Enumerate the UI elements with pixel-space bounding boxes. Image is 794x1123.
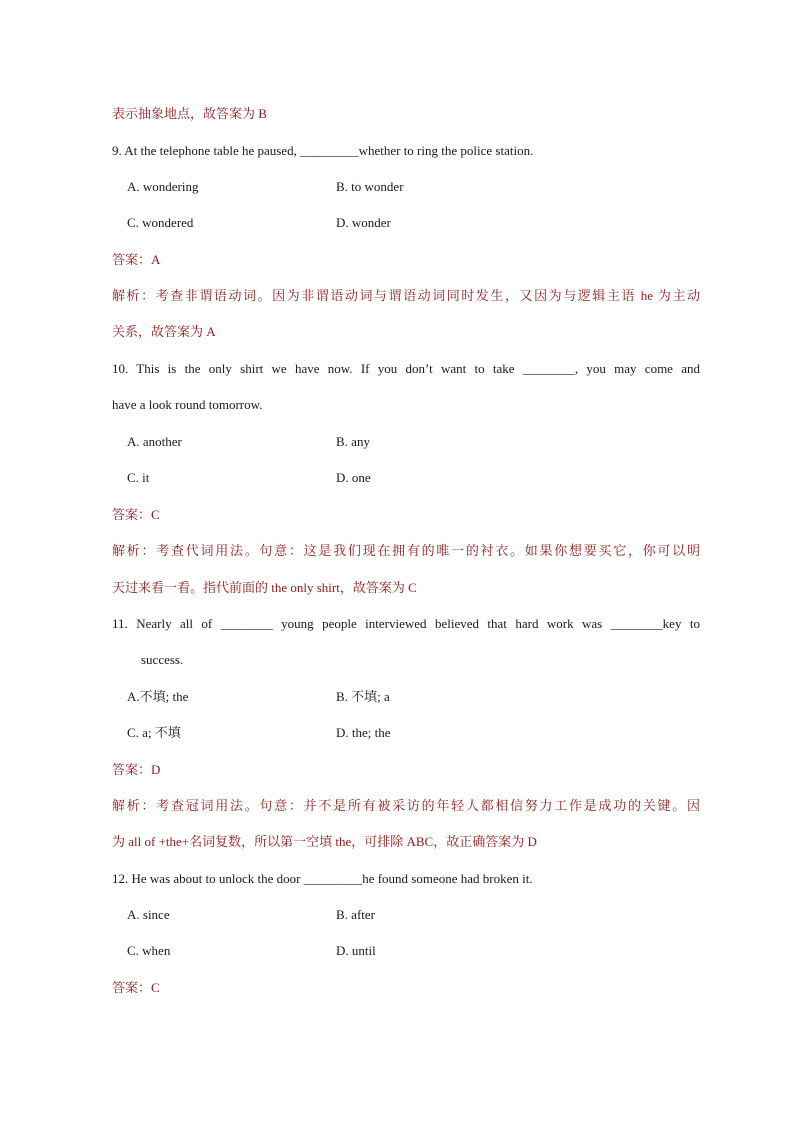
- question-12-option-b: B. after: [336, 907, 375, 922]
- question-12-option-a: A. since: [127, 907, 170, 922]
- question-11-stem: 11. Nearly all of ________ young people interviewed believed that hard work was ________key to: [112, 616, 700, 631]
- question-10-option-d: D. one: [336, 470, 371, 485]
- question-10-answer: 答案：C: [112, 507, 160, 522]
- question-11-option-a: A.不填; the: [127, 689, 189, 704]
- question-12-option-c: C. when: [127, 943, 171, 958]
- question-10-option-b: B. any: [336, 434, 370, 449]
- question-12-stem: 12. He was about to unlock the door _________he found someone had broken it.: [112, 871, 533, 886]
- question-10-explanation-line1: 解析：考查代词用法。句意：这是我们现在拥有的唯一的衬衣。如果你想要买它，你可以明: [112, 543, 700, 558]
- question-11-explanation-line2: 为 all of +the+名词复数，所以第一空填 the，可排除 ABC，故正确答案为 D: [112, 834, 537, 849]
- question-11-explanation-line1: 解析：考查冠词用法。句意：并不是所有被采访的年轻人都相信努力工作是成功的关键。因: [112, 798, 700, 813]
- question-9-option-a: A. wondering: [127, 179, 199, 194]
- question-9-option-c: C. wondered: [127, 215, 194, 230]
- question-11-answer: 答案：D: [112, 762, 161, 777]
- question-11-option-c: C. a; 不填: [127, 725, 181, 740]
- question-9-answer: 答案：A: [112, 252, 161, 267]
- question-9-option-d: D. wonder: [336, 215, 391, 230]
- prev-explanation-tail: 表示抽象地点，故答案为 B: [112, 106, 267, 121]
- question-9-explanation-line2: 关系，故答案为 A: [112, 324, 216, 339]
- question-12-answer: 答案：C: [112, 980, 160, 995]
- question-10-option-a: A. another: [127, 434, 182, 449]
- question-10-stem-continued: have a look round tomorrow.: [112, 397, 263, 412]
- question-12-option-d: D. until: [336, 943, 376, 958]
- question-10-stem: 10. This is the only shirt we have now. If you don’t want to take ________, you may come and: [112, 361, 700, 376]
- question-10-option-c: C. it: [127, 470, 150, 485]
- question-10-explanation-line2: 天过来看一看。指代前面的 the only shirt，故答案为 C: [112, 580, 417, 595]
- question-11-option-b: B. 不填; a: [336, 689, 390, 704]
- question-11-stem-continued: success.: [141, 652, 184, 667]
- question-9-stem: 9. At the telephone table he paused, _________whether to ring the police station.: [112, 143, 534, 158]
- question-11-option-d: D. the; the: [336, 725, 391, 740]
- question-9-option-b: B. to wonder: [336, 179, 404, 194]
- question-9-explanation-line1: 解析：考查非谓语动词。因为非谓语动词与谓语动词同时发生，又因为与逻辑主语 he 为主动: [112, 288, 700, 303]
